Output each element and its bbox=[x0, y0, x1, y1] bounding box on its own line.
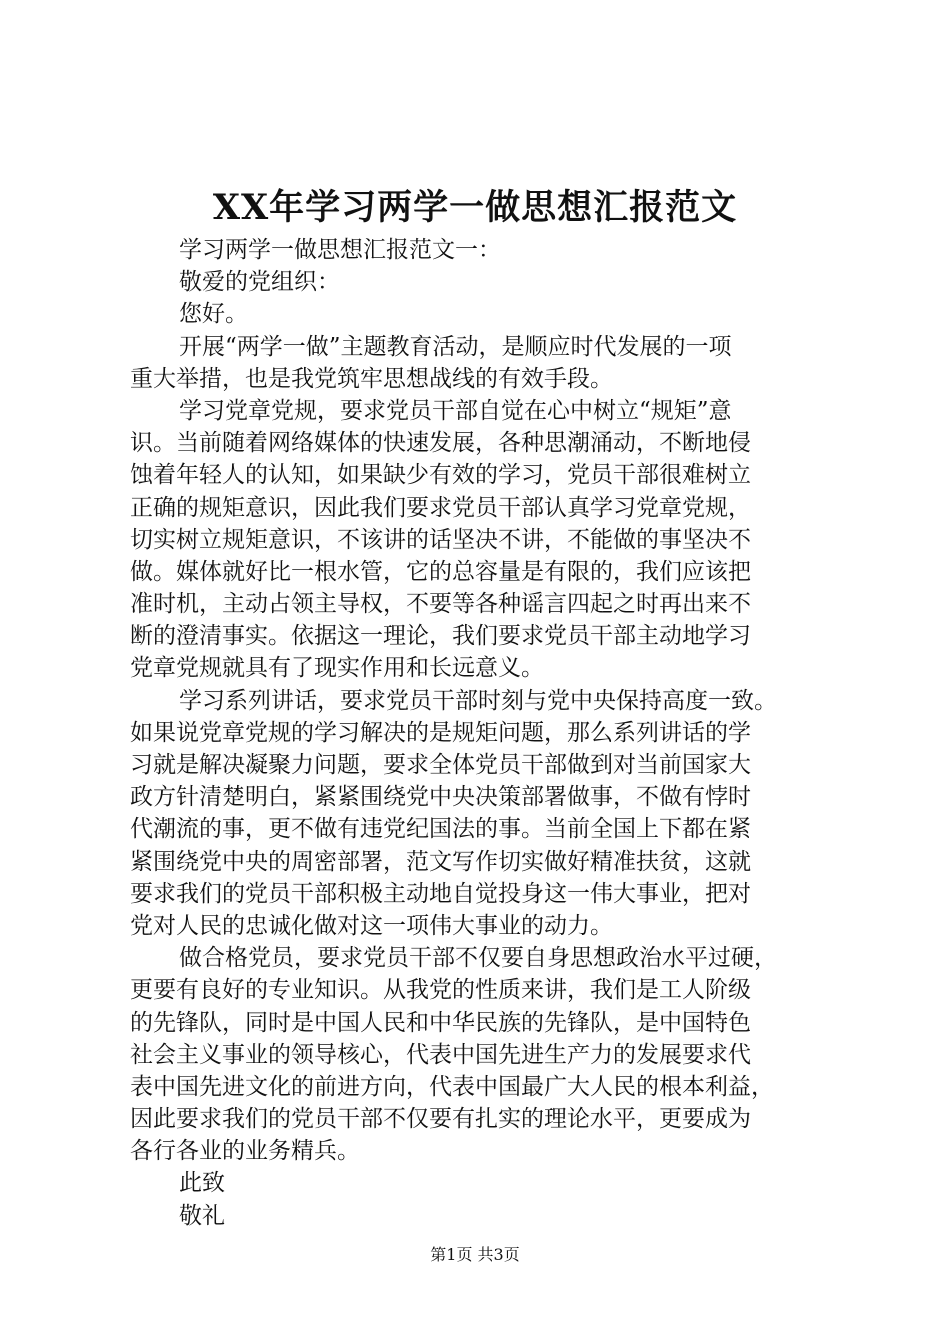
text-line: 您好。 bbox=[179, 301, 248, 328]
text-line: 敬礼 bbox=[179, 1202, 225, 1229]
text-line: 社会主义事业的领导核心，代表中国先进生产力的发展要求代 bbox=[130, 1041, 751, 1068]
text-line: 要求我们的党员干部积极主动地自觉投身这一伟大事业，把对 bbox=[130, 880, 751, 907]
document-title: XX年学习两学一做思想汇报范文 bbox=[212, 187, 738, 228]
document-body bbox=[130, 234, 840, 1232]
text-line: 党对人民的忠诚化做对这一项伟大事业的动力。 bbox=[130, 912, 613, 939]
text-line: 断的澄清事实。依据这一理论，我们要求党员干部主动地学习 bbox=[130, 623, 751, 650]
text-line: 党章党规就具有了现实作用和长远意义。 bbox=[130, 655, 544, 682]
text-line: 学习党章党规，要求党员干部自觉在心中树立“规矩”意 bbox=[179, 397, 732, 424]
text-line: 政方针清楚明白，紧紧围绕党中央决策部署做事，不做有悖时 bbox=[130, 784, 751, 811]
text-line: 表中国先进文化的前进方向，代表中国最广大人民的根本利益， bbox=[130, 1073, 774, 1100]
text-line: 紧围绕党中央的周密部署，范文写作切实做好精准扶贫，这就 bbox=[130, 848, 751, 875]
text-line: 习就是解决凝聚力问题，要求全体党员干部做到对当前国家大 bbox=[130, 752, 751, 778]
text-line: 准时机，主动占领主导权，不要等各种谣言四起之时再出来不 bbox=[130, 591, 751, 618]
page-footer: 第1页 共3页 bbox=[430, 1245, 520, 1264]
text-line: 敬爱的党组织： bbox=[179, 269, 340, 296]
text-line: 更要有良好的专业知识。从我党的性质来讲，我们是工人阶级 bbox=[130, 977, 751, 1004]
text-line: 各行各业的业务精兵。 bbox=[130, 1138, 360, 1165]
text-line: 此致 bbox=[179, 1170, 225, 1197]
text-line: 的先锋队，同时是中国人民和中华民族的先锋队，是中国特色 bbox=[130, 1009, 751, 1036]
text-line: 学习两学一做思想汇报范文一： bbox=[179, 237, 501, 263]
text-line: 做。媒体就好比一根水管，它的总容量是有限的，我们应该把 bbox=[130, 558, 751, 585]
text-line: 正确的规矩意识，因此我们要求党员干部认真学习党章党规， bbox=[130, 494, 751, 521]
text-line: 代潮流的事，更不做有违党纪国法的事。当前全国上下都在紧 bbox=[130, 816, 751, 843]
text-line: 做合格党员，要求党员干部不仅要自身思想政治水平过硬， bbox=[179, 945, 777, 972]
text-line: 重大举措，也是我党筑牢思想战线的有效手段。 bbox=[130, 365, 613, 392]
text-line: 开展“两学一做”主题教育活动，是顺应时代发展的一项 bbox=[179, 333, 732, 360]
text-line: 切实树立规矩意识，不该讲的话坚决不讲，不能做的事坚决不 bbox=[130, 526, 751, 553]
text-line: 学习系列讲话，要求党员干部时刻与党中央保持高度一致。 bbox=[179, 687, 777, 714]
text-line: 识。当前随着网络媒体的快速发展，各种思潮涌动，不断地侵 bbox=[130, 430, 751, 457]
text-line: 蚀着年轻人的认知，如果缺少有效的学习，党员干部很难树立 bbox=[130, 462, 751, 489]
text-line: 如果说党章党规的学习解决的是规矩问题，那么系列讲话的学 bbox=[130, 719, 751, 746]
text-line: 因此要求我们的党员干部不仅要有扎实的理论水平，更要成为 bbox=[130, 1106, 751, 1133]
